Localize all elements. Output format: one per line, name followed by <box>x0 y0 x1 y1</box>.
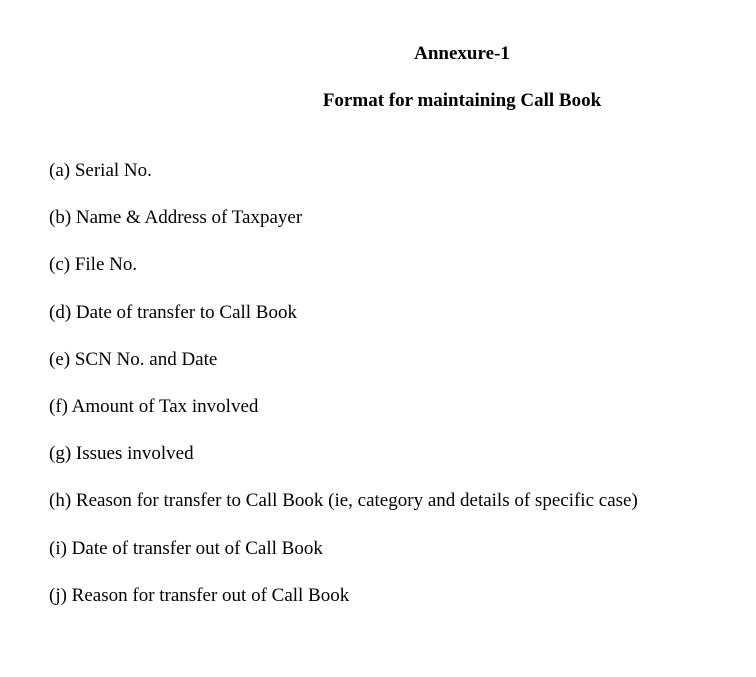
field-reason-transfer-out: (j) Reason for transfer out of Call Book <box>49 584 350 606</box>
field-reason-transfer-to: (h) Reason for transfer to Call Book (ie, category and details of specific case) <box>49 490 638 512</box>
field-date-transfer-out: (i) Date of transfer out of Call Book <box>49 537 323 559</box>
field-serial-no: (a) Serial No. <box>49 160 152 181</box>
field-issues: (g) Issues involved <box>49 443 194 465</box>
format-title: Format for maintaining Call Book <box>322 90 602 111</box>
field-amount-tax: (f) Amount of Tax involved <box>49 395 259 417</box>
field-scn-no-date: (e) SCN No. and Date <box>49 348 218 370</box>
field-list <box>49 160 638 632</box>
annexure-title: Annexure-1 <box>414 43 510 64</box>
field-date-transfer-to: (d) Date of transfer to Call Book <box>49 301 297 323</box>
field-file-no: (c) File No. <box>49 254 138 276</box>
field-name-address: (b) Name & Address of Taxpayer <box>49 207 303 229</box>
